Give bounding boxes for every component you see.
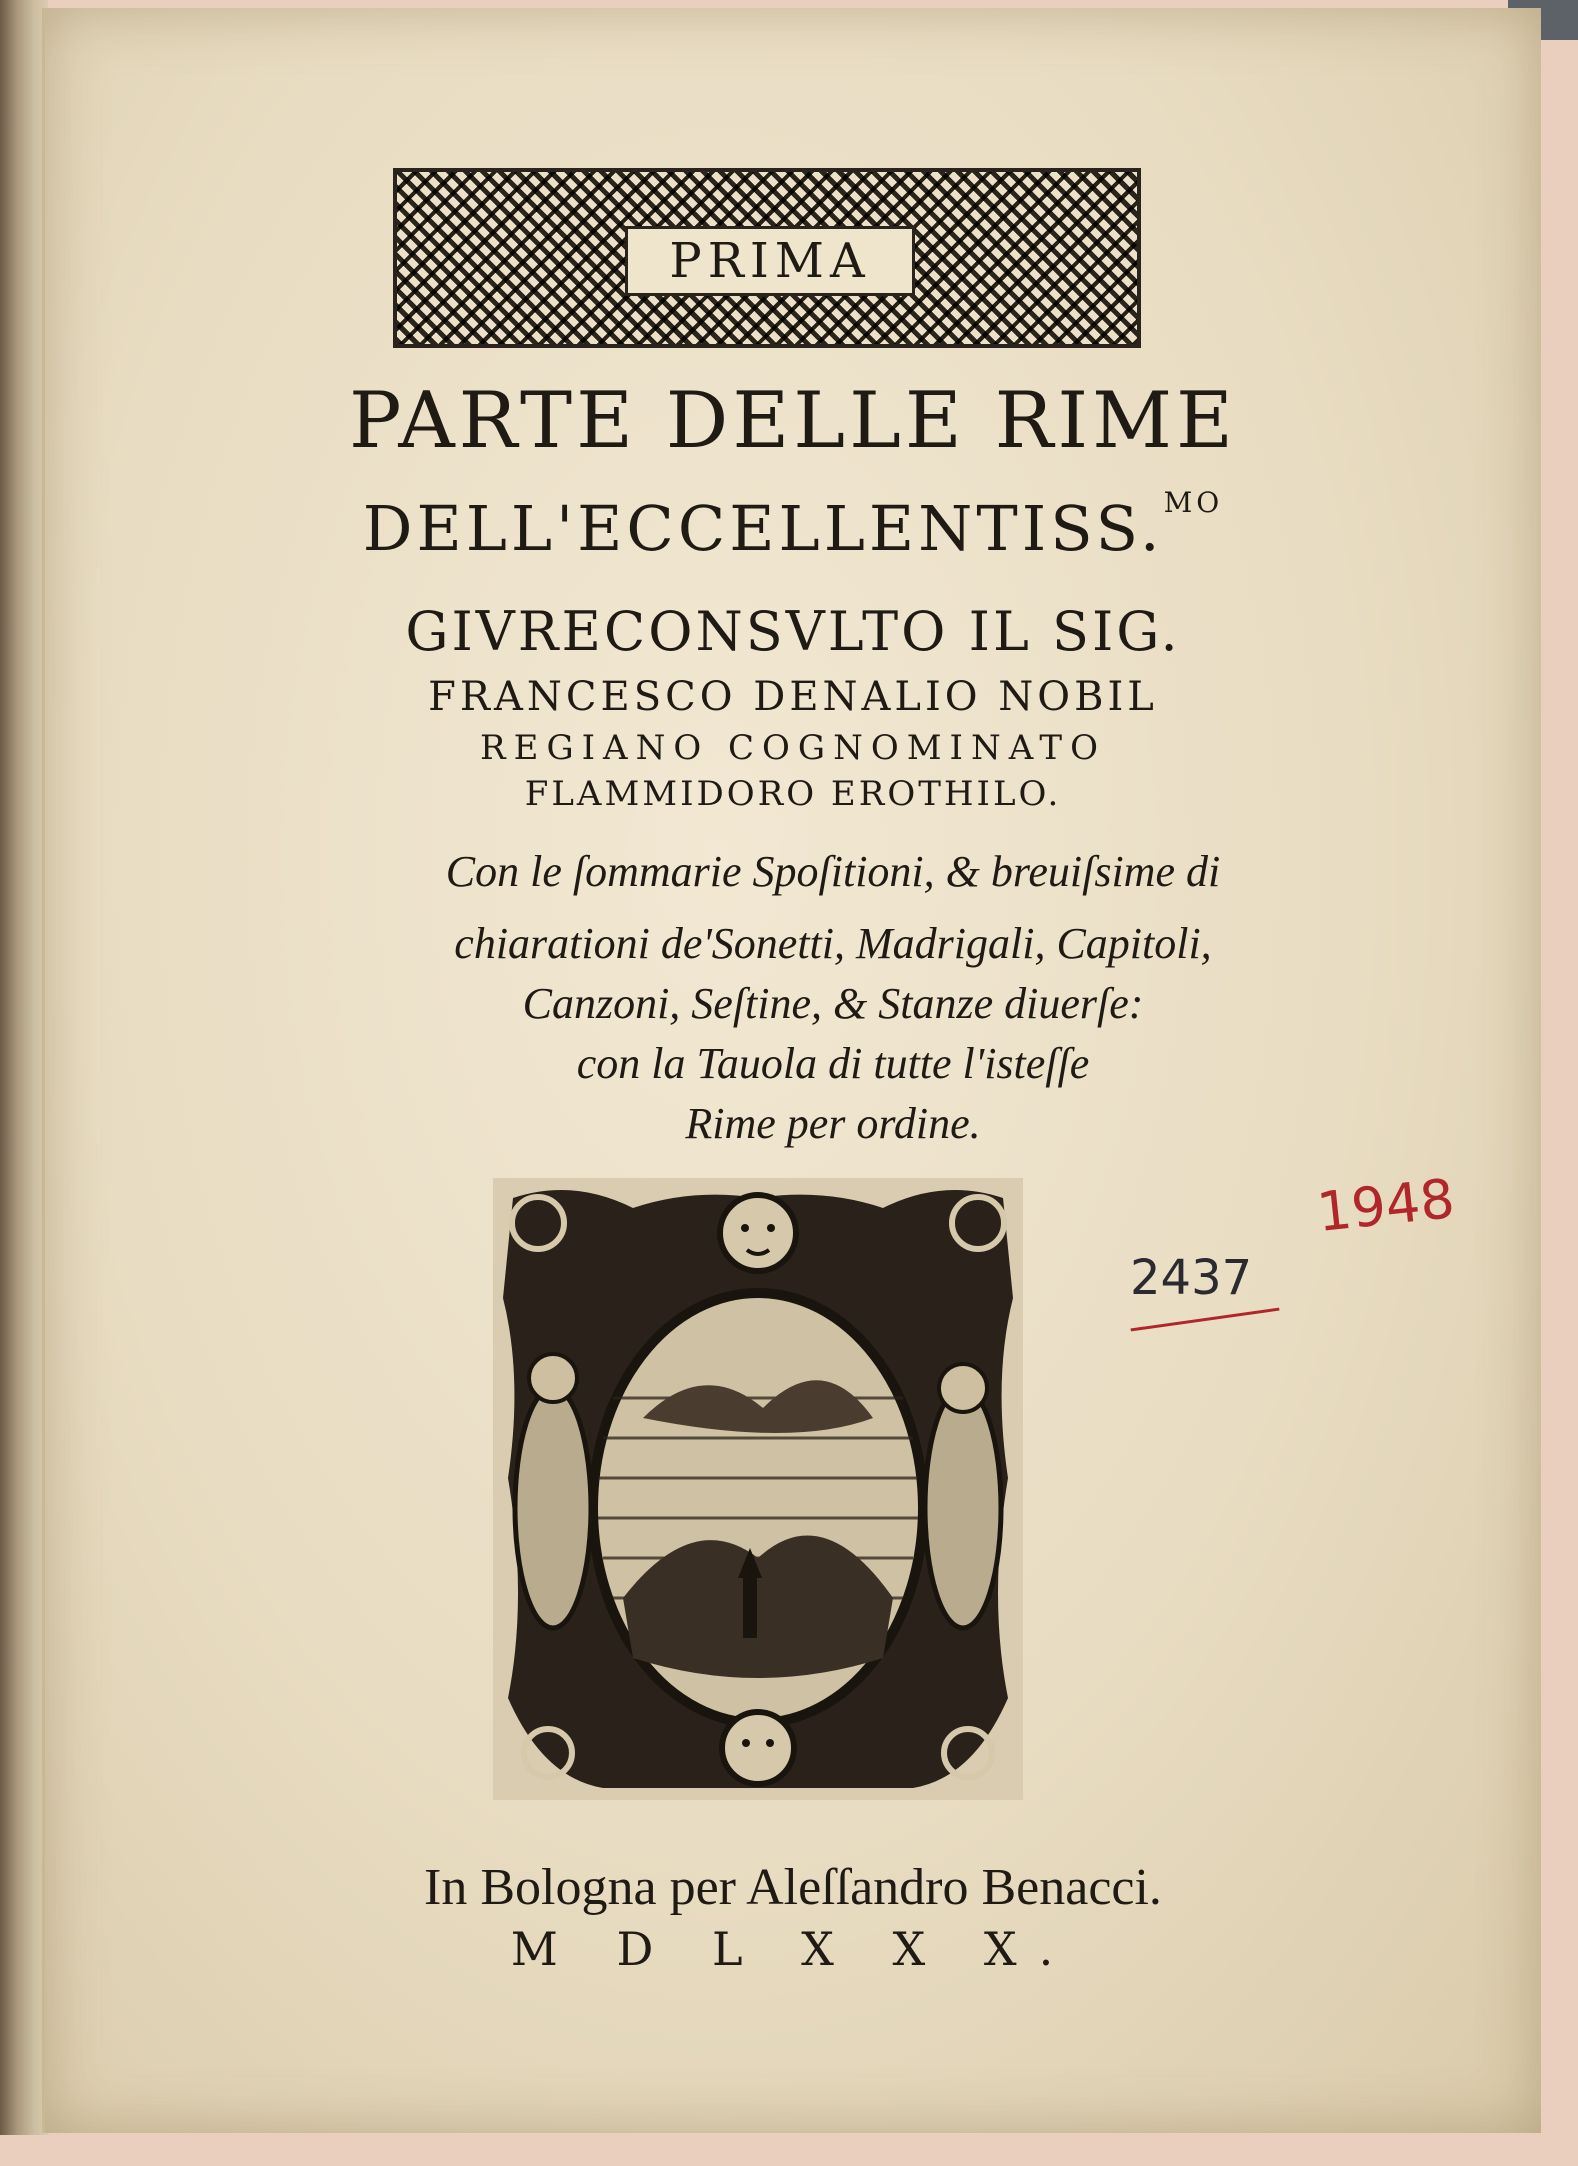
bleed-through-text <box>1185 1208 1194 1250</box>
description-line-1: Con le ſommarie Spoſitioni, & breuiſsime di <box>445 847 1221 896</box>
description-line-5: Rime per ordine. <box>685 1099 981 1148</box>
description-line-3: Canzoni, Seſtine, & Stanze diuerſe: <box>522 979 1144 1028</box>
title-page <box>42 8 1541 2133</box>
shelf-mark-red: 1948 <box>1314 1166 1458 1245</box>
description-line-4: con la Tauola di tutte l'isteſſe <box>576 1039 1090 1088</box>
title-line-5: REGIANO COGNOMINATO <box>480 728 1106 768</box>
description-line-2: chiarationi de'Sonetti, Madrigali, Capitoli, <box>454 919 1212 968</box>
title-line-2 <box>45 486 1541 565</box>
imprint-date: M D L X X X. <box>510 1922 1076 1976</box>
imprint-line-1: In Bologna per Aleſſandro Benacci. <box>424 1859 1162 1916</box>
title-line-6: FLAMMIDORO EROTHILO. <box>524 774 1062 814</box>
shelf-mark-strike <box>1131 1308 1280 1332</box>
printers-device-woodcut <box>493 1178 1023 1800</box>
title-line-4: FRANCESCO DENALIO NOBIL <box>428 674 1158 720</box>
book-spine <box>0 0 48 2135</box>
ornament-label: PRIMA <box>669 233 871 289</box>
ornament-label-box <box>625 226 915 296</box>
title-line-2-superscript: MO <box>1163 486 1224 519</box>
title-line-2-text: DELL'ECCELLENTISS. <box>362 492 1164 565</box>
ornamental-header-band <box>393 168 1141 348</box>
shelf-mark-black: 2437 <box>1130 1250 1253 1306</box>
title-line-1: PARTE DELLE RIME <box>349 376 1237 466</box>
title-line-3: GIVRECONSVLTO IL SIG. <box>405 600 1181 663</box>
